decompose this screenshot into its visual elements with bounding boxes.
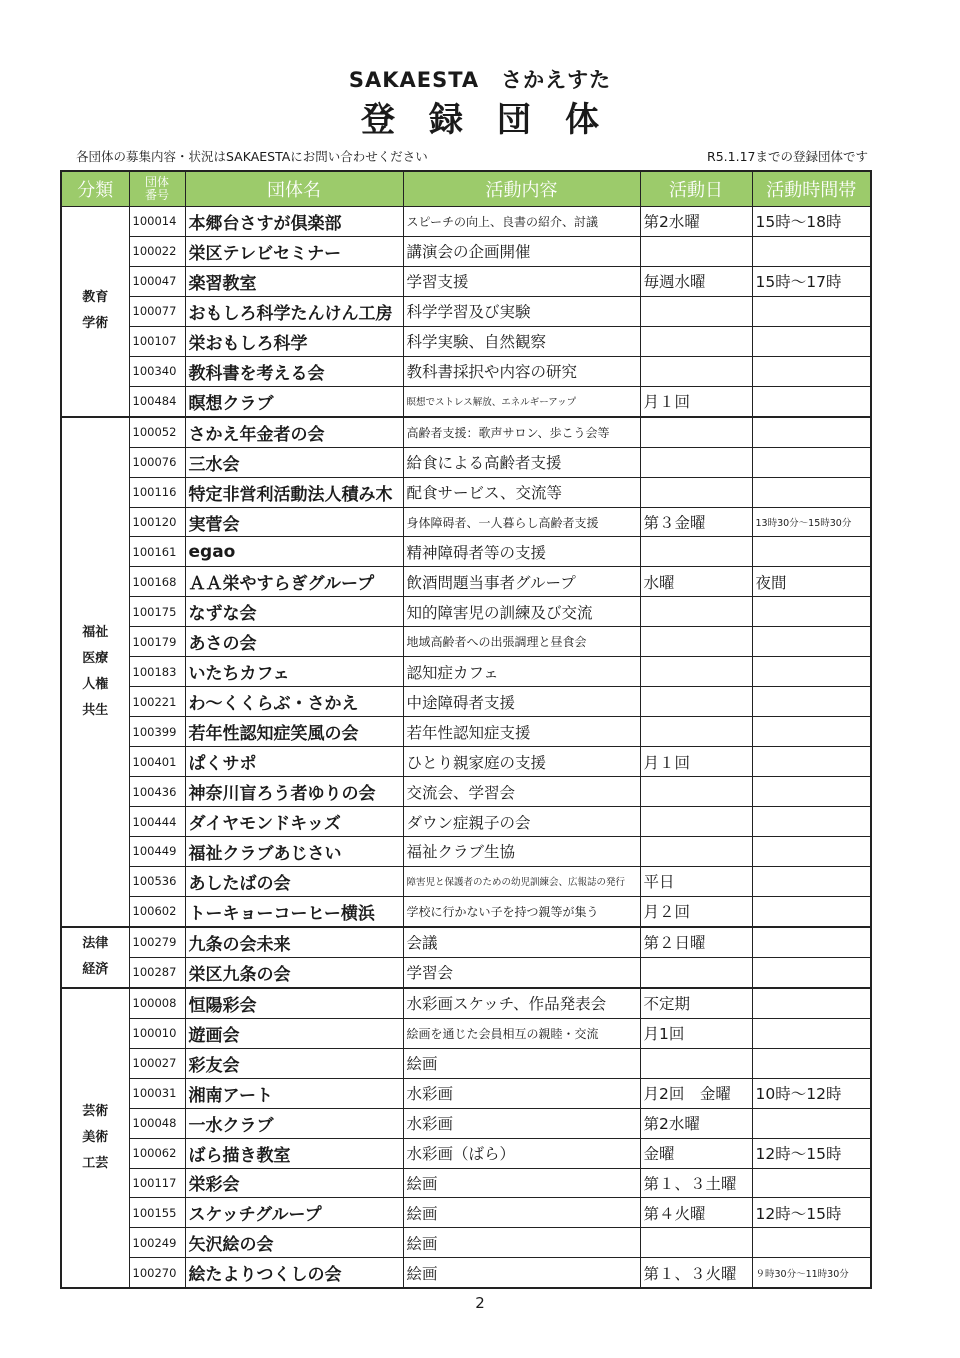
table-row	[61, 207, 871, 237]
group-name-cell: 恒陽彩会	[185, 988, 403, 1018]
group-id-cell: 100107	[129, 326, 185, 356]
activity-cell: 絵画	[403, 1168, 640, 1198]
group-name-cell: 三水会	[185, 447, 403, 477]
group-id-cell: 100031	[129, 1078, 185, 1108]
table-row	[61, 657, 871, 687]
activity-time-cell: ９時30分～11時30分	[752, 1258, 871, 1288]
activity-cell: 絵画	[403, 1048, 640, 1078]
activity-cell: 水彩画	[403, 1108, 640, 1138]
activity-cell: 科学実験、自然観察	[403, 326, 640, 356]
group-name-cell: 九条の会未来	[185, 927, 403, 957]
activity-time-cell	[752, 537, 871, 567]
activity-day-cell	[640, 627, 752, 657]
table-row	[61, 717, 871, 747]
table-row	[61, 1198, 871, 1228]
group-name-cell: 栄おもしろ科学	[185, 326, 403, 356]
activity-cell: 給食による高齢者支援	[403, 447, 640, 477]
group-name-cell: 絵たよりつくしの会	[185, 1258, 403, 1288]
group-id-cell: 100027	[129, 1048, 185, 1078]
group-name-cell: ダイヤモンドキッズ	[185, 807, 403, 837]
activity-time-cell	[752, 896, 871, 926]
activity-day-cell: 第２日曜	[640, 927, 752, 957]
group-name-cell: 彩友会	[185, 1048, 403, 1078]
activity-day-cell	[640, 807, 752, 837]
activity-day-cell: 不定期	[640, 988, 752, 1018]
activity-day-cell	[640, 1228, 752, 1258]
inquiry-note: 各団体の募集内容・状況はSAKAESTAにお問い合わせください	[76, 149, 428, 164]
group-name-cell: 若年性認知症笑風の会	[185, 717, 403, 747]
table-row	[61, 567, 871, 597]
table-row	[61, 1258, 871, 1288]
group-id-cell: 100076	[129, 447, 185, 477]
table-row	[61, 927, 871, 957]
group-id-cell: 100536	[129, 866, 185, 896]
table-row	[61, 1108, 871, 1138]
group-name-cell: あしたばの会	[185, 866, 403, 896]
page-title: 登録団体	[361, 100, 633, 140]
group-id-cell: 100401	[129, 747, 185, 777]
activity-time-cell	[752, 627, 871, 657]
activity-day-cell	[640, 837, 752, 867]
activity-day-cell: 平日	[640, 866, 752, 896]
activity-cell: 飲酒問題当事者グループ	[403, 567, 640, 597]
group-name-cell: さかえ年金者の会	[185, 417, 403, 447]
activity-time-cell	[752, 326, 871, 356]
activity-time-cell	[752, 1048, 871, 1078]
header-activity: 活動内容	[403, 171, 640, 207]
table-row	[61, 866, 871, 896]
activity-day-cell	[640, 717, 752, 747]
group-id-cell: 100287	[129, 957, 185, 987]
table-row	[61, 537, 871, 567]
activity-time-cell: 15時～18時	[752, 207, 871, 237]
activity-time-cell: 10時～12時	[752, 1078, 871, 1108]
activity-time-cell: 夜間	[752, 567, 871, 597]
category-cell	[61, 988, 129, 1289]
category-label: 経済	[82, 962, 109, 978]
date-note: R5.1.17までの登録団体です	[707, 149, 868, 164]
activity-day-cell: 月1回	[640, 1018, 752, 1048]
activity-day-cell	[640, 957, 752, 987]
group-id-cell: 100175	[129, 597, 185, 627]
group-name-cell: いたちカフェ	[185, 657, 403, 687]
activity-cell: 障害児と保護者のための幼児訓練会、広報誌の発行	[403, 866, 640, 896]
group-id-cell: 100602	[129, 896, 185, 926]
activity-day-cell: 月１回	[640, 386, 752, 416]
activity-cell: ダウン症親子の会	[403, 807, 640, 837]
activity-time-cell	[752, 927, 871, 957]
activity-cell: 高齢者支援：歌声サロン、歩こう会等	[403, 417, 640, 447]
activity-day-cell	[640, 236, 752, 266]
category-label: 法律	[82, 936, 109, 952]
group-id-cell: 100014	[129, 207, 185, 237]
activity-day-cell	[640, 447, 752, 477]
table-row	[61, 236, 871, 266]
activity-cell: 認知症カフェ	[403, 657, 640, 687]
table-row	[61, 266, 871, 296]
activity-day-cell	[640, 597, 752, 627]
header-day: 活動日	[640, 171, 752, 207]
table-row	[61, 326, 871, 356]
table-row	[61, 1018, 871, 1048]
category-label: 芸術	[82, 1104, 109, 1120]
activity-time-cell	[752, 687, 871, 717]
group-id-cell: 100449	[129, 837, 185, 867]
table-row	[61, 957, 871, 987]
group-name-cell: なずな会	[185, 597, 403, 627]
table-row	[61, 988, 871, 1018]
activity-day-cell: 第１、３土曜	[640, 1168, 752, 1198]
category-label: 学術	[82, 316, 109, 332]
group-id-cell: 100052	[129, 417, 185, 447]
table-row	[61, 597, 871, 627]
activity-time-cell	[752, 597, 871, 627]
activity-cell: ひとり親家庭の支援	[403, 747, 640, 777]
table-row	[61, 777, 871, 807]
group-name-cell: わ～くくらぶ・さかえ	[185, 687, 403, 717]
activity-time-cell	[752, 477, 871, 507]
activity-day-cell: 毎週水曜	[640, 266, 752, 296]
activity-cell: 地域高齢者への出張調理と昼食会	[403, 627, 640, 657]
category-label: 共生	[82, 702, 109, 718]
activity-cell: 交流会、学習会	[403, 777, 640, 807]
activity-day-cell: 第１、３火曜	[640, 1258, 752, 1288]
group-name-cell: 栄区テレビセミナー	[185, 236, 403, 266]
activity-time-cell	[752, 417, 871, 447]
activity-day-cell: 第2水曜	[640, 1108, 752, 1138]
title-english: SAKAESTA さかえすた	[348, 68, 612, 92]
group-id-cell: 100279	[129, 927, 185, 957]
activity-day-cell	[640, 296, 752, 326]
activity-day-cell: 第３金曜	[640, 507, 752, 537]
activity-cell: 学習会	[403, 957, 640, 987]
activity-day-cell: 第４火曜	[640, 1198, 752, 1228]
activity-time-cell	[752, 747, 871, 777]
group-name-cell: 湘南アート	[185, 1078, 403, 1108]
group-id-cell: 100008	[129, 988, 185, 1018]
group-name-cell: あさの会	[185, 627, 403, 657]
table-row	[61, 447, 871, 477]
group-name-cell: 本郷台さすが倶楽部	[185, 207, 403, 237]
group-name-cell: 特定非営利活動法人積み木	[185, 477, 403, 507]
category-label: 人権	[82, 676, 109, 692]
table-row	[61, 627, 871, 657]
activity-day-cell	[640, 777, 752, 807]
activity-time-cell	[752, 1168, 871, 1198]
activity-cell: 講演会の企画開催	[403, 236, 640, 266]
group-id-cell: 100062	[129, 1138, 185, 1168]
category-cell	[61, 927, 129, 988]
table-row	[61, 1048, 871, 1078]
group-id-cell: 100484	[129, 386, 185, 416]
activity-cell: 会議	[403, 927, 640, 957]
table-row	[61, 477, 871, 507]
group-name-cell: スケッチグループ	[185, 1198, 403, 1228]
activity-time-cell	[752, 657, 871, 687]
activity-time-cell	[752, 1108, 871, 1138]
table-row	[61, 807, 871, 837]
activity-time-cell: 13時30分～15時30分	[752, 507, 871, 537]
header-time: 活動時間帯	[752, 171, 871, 207]
activity-day-cell	[640, 687, 752, 717]
header-id-line2: 番号	[144, 188, 169, 202]
activity-cell: 絵画	[403, 1198, 640, 1228]
activity-day-cell: 水曜	[640, 567, 752, 597]
group-id-cell: 100077	[129, 296, 185, 326]
header-id-line1: 団体	[144, 175, 169, 189]
activity-time-cell	[752, 236, 871, 266]
registered-groups-table	[60, 170, 872, 1289]
table-row	[61, 1168, 871, 1198]
table-row	[61, 1138, 871, 1168]
activity-time-cell: 12時～15時	[752, 1198, 871, 1228]
activity-cell: 中途障碍者支援	[403, 687, 640, 717]
activity-time-cell	[752, 1018, 871, 1048]
activity-cell: 水彩画（ばら）	[403, 1138, 640, 1168]
activity-cell: 水彩画	[403, 1078, 640, 1108]
activity-time-cell	[752, 296, 871, 326]
activity-cell: 絵画	[403, 1258, 640, 1288]
header-name: 団体名	[185, 171, 403, 207]
activity-time-cell	[752, 386, 871, 416]
table-header-row	[61, 171, 871, 207]
group-name-cell: 教科書を考える会	[185, 356, 403, 386]
table-row	[61, 296, 871, 326]
group-id-cell: 100047	[129, 266, 185, 296]
group-name-cell: 実菅会	[185, 507, 403, 537]
group-id-cell: 100022	[129, 236, 185, 266]
table-row	[61, 837, 871, 867]
group-id-cell: 100221	[129, 687, 185, 717]
group-id-cell: 100168	[129, 567, 185, 597]
table-row	[61, 687, 871, 717]
table-row	[61, 747, 871, 777]
category-cell	[61, 207, 129, 417]
activity-time-cell	[752, 866, 871, 896]
group-name-cell: 福祉クラブあじさい	[185, 837, 403, 867]
group-id-cell: 100048	[129, 1108, 185, 1138]
activity-cell: 配食サービス、交流等	[403, 477, 640, 507]
activity-day-cell: 月１回	[640, 747, 752, 777]
activity-time-cell: 15時～17時	[752, 266, 871, 296]
group-id-cell: 100010	[129, 1018, 185, 1048]
activity-time-cell	[752, 777, 871, 807]
activity-cell: 絵画を通じた会員相互の親睦・交流	[403, 1018, 640, 1048]
activity-cell: 瞑想でストレス解放、エネルギーアップ	[403, 386, 640, 416]
group-name-cell: 遊画会	[185, 1018, 403, 1048]
group-id-cell: 100116	[129, 477, 185, 507]
activity-cell: 福祉クラブ生協	[403, 837, 640, 867]
table-row	[61, 386, 871, 416]
group-id-cell: 100270	[129, 1258, 185, 1288]
activity-cell: 水彩画スケッチ、作品発表会	[403, 988, 640, 1018]
table-row	[61, 417, 871, 447]
category-label: 教育	[82, 290, 109, 306]
table-body	[61, 207, 871, 1289]
category-label: 工芸	[82, 1156, 109, 1172]
activity-cell: 精神障碍者等の支援	[403, 537, 640, 567]
group-id-cell: 100249	[129, 1228, 185, 1258]
category-cell	[61, 417, 129, 927]
activity-time-cell	[752, 988, 871, 1018]
activity-day-cell	[640, 417, 752, 447]
activity-day-cell	[640, 657, 752, 687]
group-id-cell: 100183	[129, 657, 185, 687]
group-name-cell: 矢沢絵の会	[185, 1228, 403, 1258]
group-id-cell: 100161	[129, 537, 185, 567]
header-category: 分類	[61, 171, 129, 207]
activity-cell: 学校に行かない子を持つ親等が集う	[403, 896, 640, 926]
group-name-cell: ＡＡ栄やすらぎグループ	[185, 567, 403, 597]
activity-cell: 若年性認知症支援	[403, 717, 640, 747]
activity-day-cell: 月2回 金曜	[640, 1078, 752, 1108]
activity-time-cell	[752, 957, 871, 987]
table-row	[61, 356, 871, 386]
table-row	[61, 507, 871, 537]
header-id	[129, 171, 185, 207]
group-id-cell: 100399	[129, 717, 185, 747]
activity-cell: 身体障碍者、一人暮らし高齢者支援	[403, 507, 640, 537]
table-row	[61, 1078, 871, 1108]
activity-cell: スピーチの向上、良書の紹介、討議	[403, 207, 640, 237]
activity-day-cell	[640, 356, 752, 386]
activity-day-cell: 第2水曜	[640, 207, 752, 237]
group-name-cell: egao	[185, 537, 403, 567]
page-number: 2	[475, 1294, 485, 1312]
category-label: 美術	[82, 1130, 109, 1146]
activity-time-cell	[752, 717, 871, 747]
category-label: 福祉	[82, 624, 109, 640]
group-name-cell: トーキョーコーヒー横浜	[185, 896, 403, 926]
group-name-cell: 栄彩会	[185, 1168, 403, 1198]
activity-cell: 絵画	[403, 1228, 640, 1258]
activity-day-cell	[640, 477, 752, 507]
activity-day-cell: 金曜	[640, 1138, 752, 1168]
activity-time-cell	[752, 356, 871, 386]
group-id-cell: 100117	[129, 1168, 185, 1198]
activity-cell: 科学学習及び実験	[403, 296, 640, 326]
table-row	[61, 1228, 871, 1258]
activity-time-cell	[752, 447, 871, 477]
activity-day-cell	[640, 1048, 752, 1078]
activity-day-cell	[640, 326, 752, 356]
activity-cell: 知的障害児の訓練及び交流	[403, 597, 640, 627]
group-name-cell: おもしろ科学たんけん工房	[185, 296, 403, 326]
group-name-cell: 神奈川盲ろう者ゆりの会	[185, 777, 403, 807]
group-id-cell: 100155	[129, 1198, 185, 1228]
group-name-cell: 瞑想クラブ	[185, 386, 403, 416]
activity-day-cell: 月２回	[640, 896, 752, 926]
group-id-cell: 100436	[129, 777, 185, 807]
activity-cell: 教科書採択や内容の研究	[403, 356, 640, 386]
group-id-cell: 100179	[129, 627, 185, 657]
group-name-cell: 楽習教室	[185, 266, 403, 296]
activity-time-cell: 12時～15時	[752, 1138, 871, 1168]
activity-cell: 学習支援	[403, 266, 640, 296]
group-name-cell: 一水クラブ	[185, 1108, 403, 1138]
activity-time-cell	[752, 807, 871, 837]
activity-time-cell	[752, 837, 871, 867]
activity-time-cell	[752, 1228, 871, 1258]
table-row	[61, 896, 871, 926]
group-id-cell: 100444	[129, 807, 185, 837]
group-name-cell: ばら描き教室	[185, 1138, 403, 1168]
group-id-cell: 100340	[129, 356, 185, 386]
group-name-cell: ぱくサポ	[185, 747, 403, 777]
group-name-cell: 栄区九条の会	[185, 957, 403, 987]
category-label: 医療	[82, 650, 109, 666]
group-id-cell: 100120	[129, 507, 185, 537]
activity-day-cell	[640, 537, 752, 567]
